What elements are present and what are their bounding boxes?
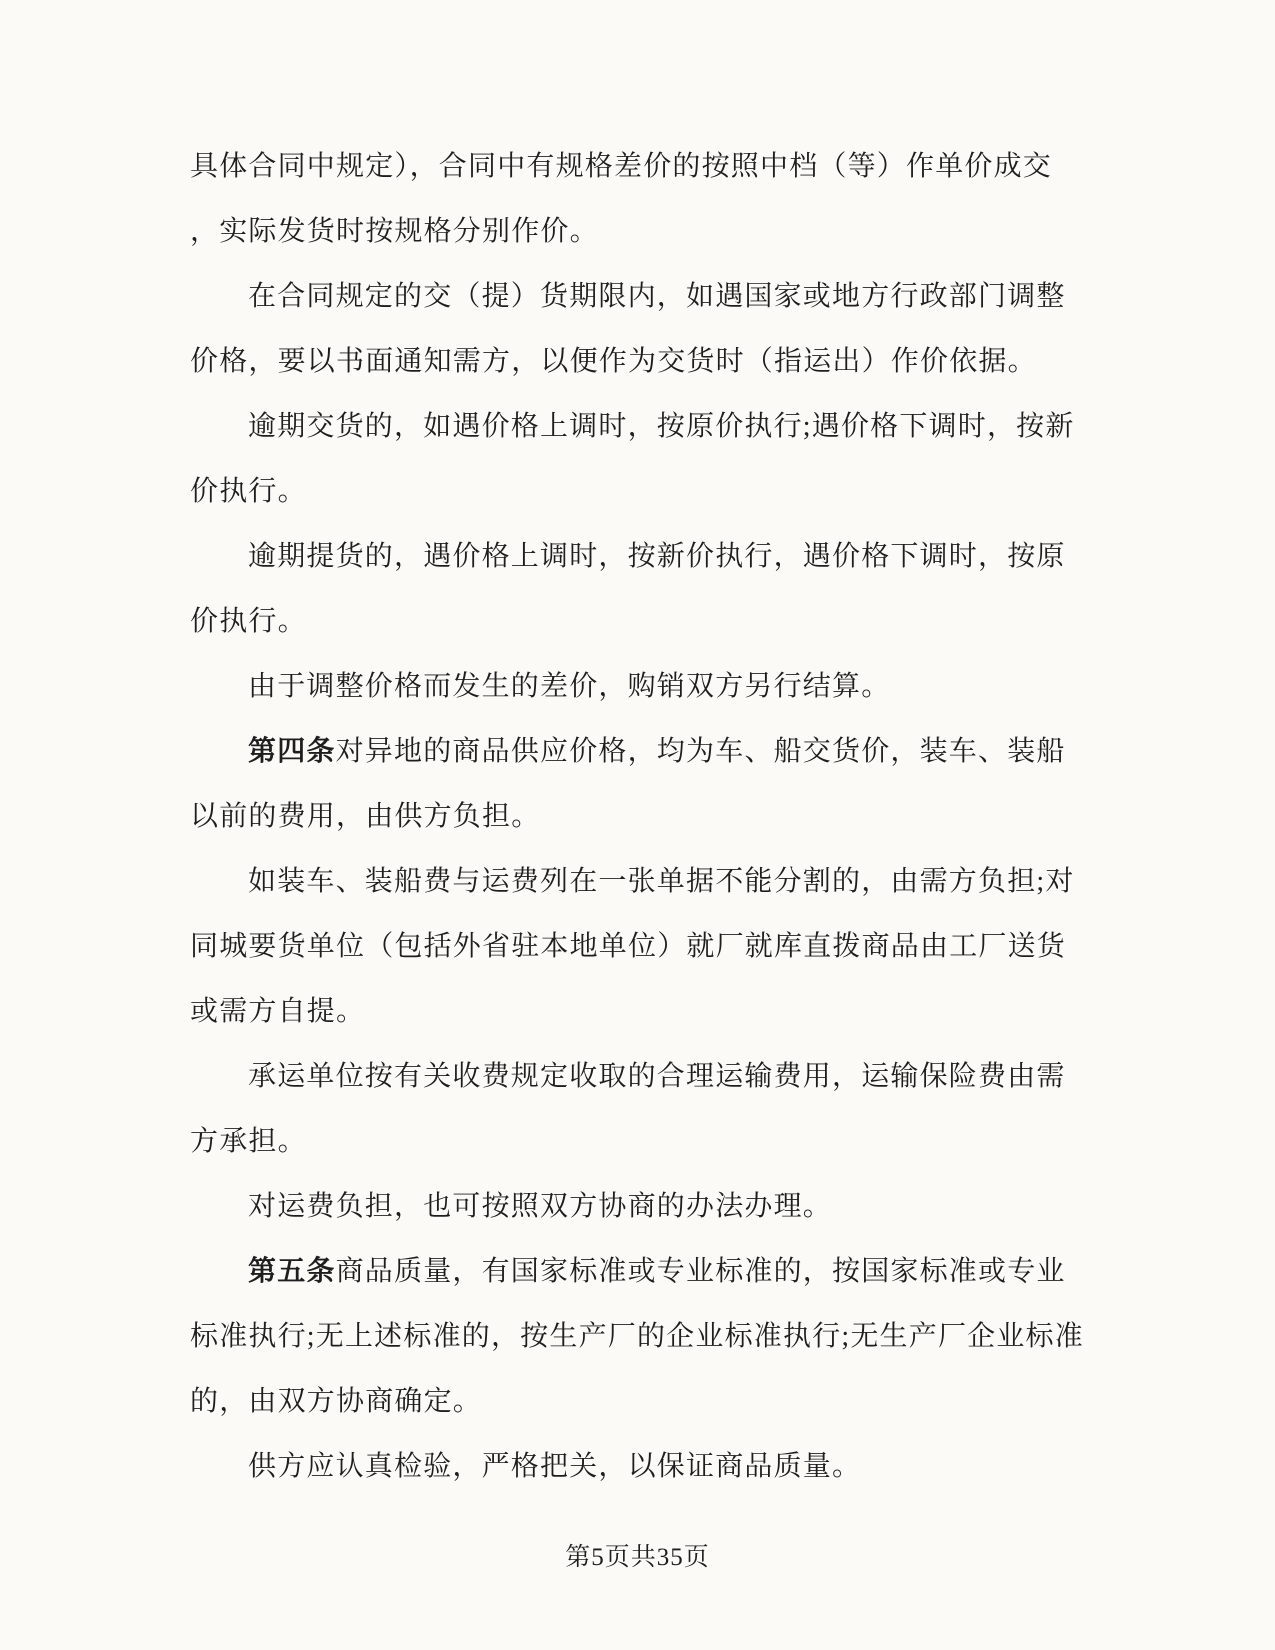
line-text: 具体合同中规定），合同中有规格差价的按照中档（等）作单价成交 [190, 151, 1053, 182]
text-line [190, 134, 1085, 199]
text-line [190, 849, 1085, 914]
text-line [190, 199, 1085, 264]
page-footer [0, 1537, 1275, 1573]
text-line [190, 1239, 1085, 1304]
text-line [190, 1174, 1085, 1239]
clause-label: 第四条 [248, 736, 336, 767]
text-line [190, 264, 1085, 329]
text-line [190, 1044, 1085, 1109]
text-line [190, 914, 1085, 979]
line-text: 在合同规定的交（提）货期限内，如遇国家或地方行政部门调整 [248, 281, 1066, 312]
text-line [190, 784, 1085, 849]
text-line [190, 1109, 1085, 1174]
clause-label: 第五条 [248, 1256, 336, 1287]
line-text: 同城要货单位（包括外省驻本地单位）就厂就库直拨商品由工厂送货 [190, 931, 1067, 962]
text-line [190, 654, 1085, 719]
line-text: 价执行。 [190, 606, 307, 637]
text-line [190, 1434, 1085, 1499]
text-line [190, 329, 1085, 394]
text-line [190, 719, 1085, 784]
text-line [190, 589, 1085, 654]
line-text: ，实际发货时按规格分别作价。 [190, 216, 599, 247]
text-line [190, 394, 1085, 459]
page-number-indicator: 第5页共35页 [565, 1544, 710, 1571]
line-text: 商品质量，有国家标准或专业标准的，按国家标准或专业 [335, 1256, 1066, 1287]
text-line [190, 524, 1085, 589]
line-text: 由于调整价格而发生的差价，购销双方另行结算。 [248, 671, 891, 702]
line-text: 逾期交货的，如遇价格上调时，按原价执行;遇价格下调时，按新 [248, 411, 1075, 442]
line-text: 价执行。 [190, 476, 307, 507]
text-line [190, 459, 1085, 524]
line-text: 供方应认真检验，严格把关，以保证商品质量。 [248, 1451, 862, 1482]
line-text: 价格，要以书面通知需方，以便作为交货时（指运出）作价依据。 [190, 346, 1037, 377]
text-line [190, 1304, 1085, 1369]
line-text: 逾期提货的，遇价格上调时，按新价执行，遇价格下调时，按原 [248, 541, 1066, 572]
text-line [190, 979, 1085, 1044]
line-text: 的，由双方协商确定。 [190, 1386, 483, 1417]
line-text: 对运费负担，也可按照双方协商的办法办理。 [248, 1191, 833, 1222]
line-text: 标准执行;无上述标准的，按生产厂的企业标准执行;无生产厂企业标准 [190, 1321, 1084, 1352]
line-text: 承运单位按有关收费规定收取的合理运输费用，运输保险费由需 [248, 1061, 1066, 1092]
line-text: 以前的费用，由供方负担。 [190, 801, 541, 832]
line-text: 方承担。 [190, 1126, 307, 1157]
text-line [190, 1369, 1085, 1434]
document-body [190, 134, 1085, 1499]
line-text: 如装车、装船费与运费列在一张单据不能分割的，由需方负担;对 [248, 866, 1075, 897]
line-text: 对异地的商品供应价格，均为车、船交货价，装车、装船 [335, 736, 1066, 767]
line-text: 或需方自提。 [190, 996, 366, 1027]
